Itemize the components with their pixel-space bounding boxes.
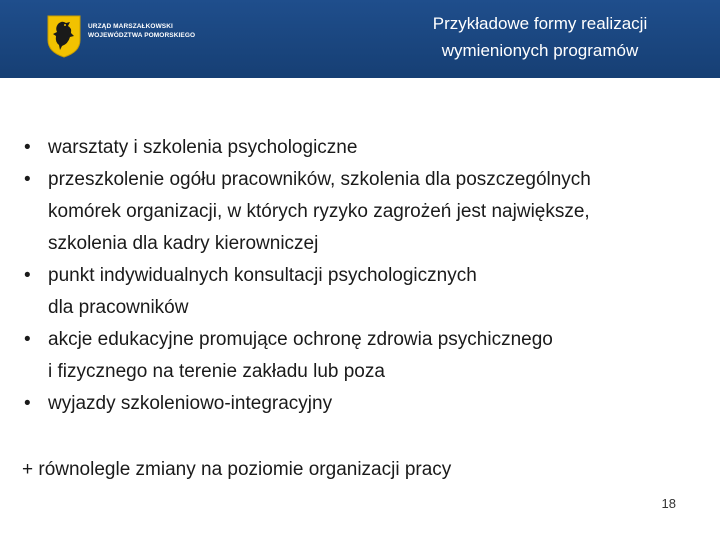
org-line-2: WOJEWÓDZTWA POMORSKIEGO: [88, 32, 196, 39]
list-item-line: punkt indywidualnych konsultacji psychologicznych: [48, 265, 477, 286]
bullet-list: [22, 132, 702, 420]
bullet-marker: •: [24, 137, 31, 158]
footnote-text: + równolegle zmiany na poziomie organizacji pracy: [22, 459, 452, 480]
list-item-line: akcje edukacyjne promujące ochronę zdrowia psychicznego: [48, 329, 553, 350]
page-number: 18: [661, 496, 676, 511]
list-item: [22, 260, 702, 324]
header-bar: [0, 0, 720, 78]
list-item-line: szkolenia dla kadry kierowniczej: [48, 233, 319, 254]
bullet-marker: •: [24, 393, 31, 414]
list-item-line: wyjazdy szkoleniowo-integracyjny: [48, 393, 333, 414]
list-item-line: przeszkolenie ogółu pracowników, szkolenia dla poszczególnych: [48, 169, 591, 190]
list-item-line: warsztaty i szkolenia psychologiczne: [48, 137, 358, 158]
organization-name: [88, 22, 195, 40]
list-item: [22, 388, 702, 420]
title-line-2: wymienionych programów: [441, 41, 639, 60]
org-line-1: URZĄD MARSZAŁKOWSKI: [88, 23, 173, 30]
bullet-marker: •: [24, 265, 31, 286]
title-line-1: Przykładowe formy realizacji: [432, 14, 648, 33]
bullet-list-container: [22, 132, 702, 420]
list-item: [22, 164, 702, 260]
bullet-marker: •: [24, 329, 31, 350]
list-item-line: komórek organizacji, w których ryzyko zagrożeń jest największe,: [48, 201, 590, 222]
bullet-marker: •: [24, 169, 31, 190]
list-item: [22, 132, 702, 164]
slide-title: [390, 10, 690, 64]
list-item-line: dla pracowników: [48, 297, 189, 318]
griffin-coat-of-arms-icon: [46, 14, 82, 58]
list-item: [22, 324, 702, 388]
list-item-line: i fizycznego na terenie zakładu lub poza: [48, 361, 385, 382]
